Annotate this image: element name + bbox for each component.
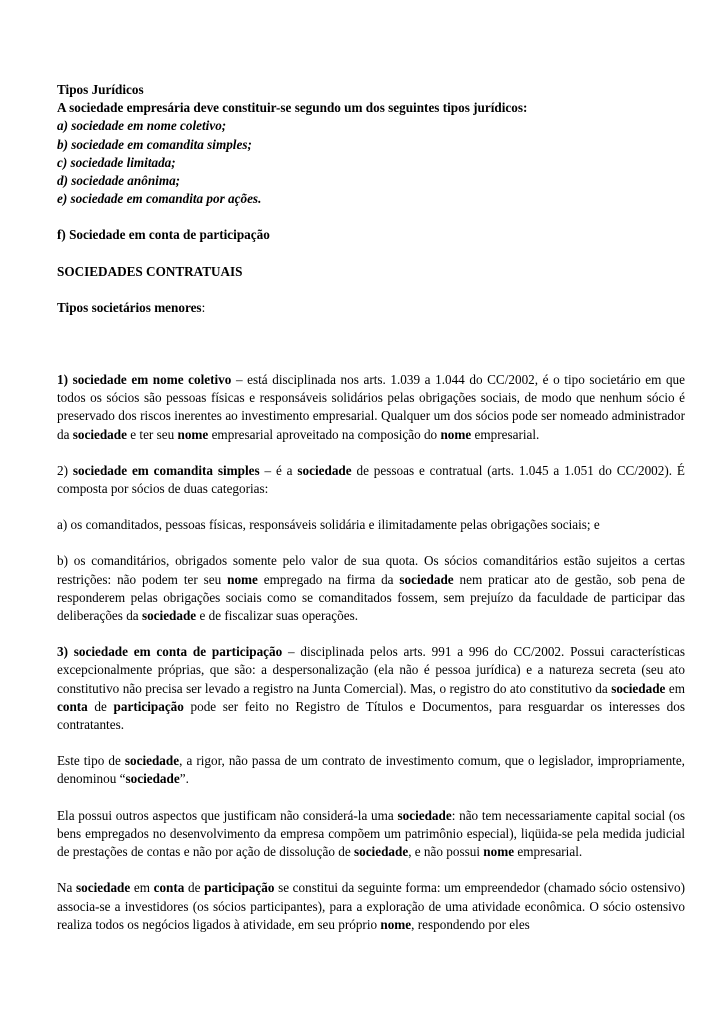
bold-term: sociedade: [399, 571, 454, 587]
paragraph-comandita-simples: [57, 462, 685, 498]
paragraph-constituicao: [57, 879, 685, 934]
para-text: ”.: [179, 771, 189, 787]
para-text: empresarial.: [471, 426, 540, 442]
para-heading: 3) sociedade em conta de participação: [57, 644, 283, 660]
para-text: – disciplinada pelos arts. 991 a 996 do CC/2002. Possui características excepcionalmente próprias, que são: a despersonalização (ela não é pessoa jurídica) e a natureza secreta (seu ato constitutivo não precisa ser levado a registro na Junta Comercial). Mas, o registro do ato constitutivo da: [57, 644, 685, 696]
para-text: de: [87, 698, 114, 714]
bold-term: conta: [153, 880, 185, 896]
bold-term: participação: [113, 698, 184, 714]
para-heading: 1) sociedade em nome coletivo: [57, 372, 232, 388]
para-text: em: [130, 880, 154, 896]
para-heading: sociedade em comandita simples: [72, 462, 260, 478]
para-text: empresarial aproveitado na composição do: [208, 426, 441, 442]
para-text: pode ser feito no Registro de Títulos e Documentos, para resguardar os interesses dos contratantes.: [57, 698, 686, 733]
para-text: de: [184, 880, 205, 896]
bold-term: nome: [483, 844, 515, 860]
bold-term: sociedade: [297, 462, 352, 478]
bold-term: nome: [177, 426, 209, 442]
bold-term: conta: [57, 698, 88, 714]
para-text: e de fiscalizar suas operações.: [196, 608, 359, 624]
bold-term: nome: [440, 426, 472, 442]
para-text: : não tem necessariamente capital social (os bens empregados no desenvolvimento da empresa compõem um patrimônio especial), liqüida-se pela medida judicial de prestações de contas e não por ação de dissolução de: [57, 807, 686, 860]
para-text: se constitui da seguinte forma: um empreendedor (chamado sócio ostensivo) associa-se a investidores (os sócios participantes), para a exploração de uma atividade econômica. O sócio ostensivo realiza todos os negócios ligados à atividade, em seu próprio: [57, 880, 685, 932]
paragraph-outros-aspectos: [57, 807, 685, 862]
para-text: em: [665, 680, 685, 696]
para-text: , e não possui: [408, 844, 484, 860]
para-text: 2): [57, 462, 73, 478]
para-text: Na: [57, 880, 77, 896]
minor-types-label: [57, 299, 685, 317]
para-text: empregado na firma da: [257, 571, 400, 587]
para-text: nem praticar ato de gestão, sob pena de responderem pelas obrigações sociais como se comanditados fossem, sem prejuízo da faculdade de participar das deliberações da: [57, 571, 685, 624]
para-text: , a rigor, não passa de um contrato de investimento comum, que o legislador, impropriamente, denominou “: [57, 753, 685, 787]
para-text: empresarial.: [514, 844, 583, 860]
paragraph-conta-participacao: [57, 643, 685, 734]
bold-term: participação: [204, 880, 275, 896]
document-page: [57, 81, 685, 934]
bold-term: nome: [380, 916, 412, 932]
para-text: e ter seu: [126, 426, 178, 442]
bold-term: sociedade: [72, 426, 127, 442]
bold-term: sociedade: [141, 608, 197, 624]
bold-term: sociedade: [76, 880, 131, 896]
type-item: c) sociedade limitada;: [57, 154, 176, 170]
bold-term: sociedade: [353, 844, 409, 860]
bold-term: sociedade: [397, 807, 452, 823]
paragraph-tipo-sociedade: [57, 752, 685, 788]
type-item: d) sociedade anônima;: [57, 173, 181, 189]
type-item: a) sociedade em nome coletivo;: [57, 118, 227, 134]
bold-term: sociedade: [125, 771, 180, 787]
type-item: b) sociedade em comandita simples;: [57, 136, 252, 152]
section-title: SOCIEDADES CONTRATUAIS: [57, 263, 243, 279]
type-item: e) sociedade em comandita por ações.: [57, 191, 262, 207]
para-text: , respondendo por eles: [411, 916, 530, 932]
doc-intro: A sociedade empresária deve constituir-se segundo um dos seguintes tipos jurídicos:: [57, 100, 528, 116]
paragraph-comanditarios: [57, 552, 685, 625]
minor-types-text: Tipos societários menores: [57, 299, 202, 315]
paragraph-nome-coletivo: [57, 371, 685, 444]
paragraph-comanditados: a) os comanditados, pessoas físicas, responsáveis solidária e ilimitadamente pelas obrigações sociais; e: [57, 517, 600, 533]
para-text: b) os comanditários, obrigados somente pelo valor de sua quota. Os sócios comanditários estão sujeitos a certas restrições: não podem ter seu: [57, 553, 685, 587]
bold-term: sociedade: [124, 753, 180, 769]
para-text: Ela possui outros aspectos que justificam não considerá-la uma: [57, 807, 398, 823]
bold-term: sociedade: [611, 680, 666, 696]
type-item-extra: f) Sociedade em conta de participação: [57, 227, 270, 243]
para-text: – está disciplinada nos arts. 1.039 a 1.044 do CC/2002, é o tipo societário em que todos os sócios são pessoas físicas e responsáveis solidários pelas obrigações sociais, de modo que nenhum sócio é preservado dos riscos inerentes ao investimento empresarial. Qualquer um dos sócios pode ser nomeado administrador da: [57, 372, 685, 442]
doc-title: Tipos Jurídicos: [57, 82, 144, 97]
para-text: de pessoas e contratual (arts. 1.045 a 1.051 do CC/2002). É composta por sócios de duas categorias:: [57, 462, 685, 497]
bold-term: nome: [227, 571, 258, 587]
minor-types-colon: :: [201, 299, 206, 315]
para-text: Este tipo de: [57, 753, 125, 769]
para-text: – é a: [259, 462, 298, 478]
